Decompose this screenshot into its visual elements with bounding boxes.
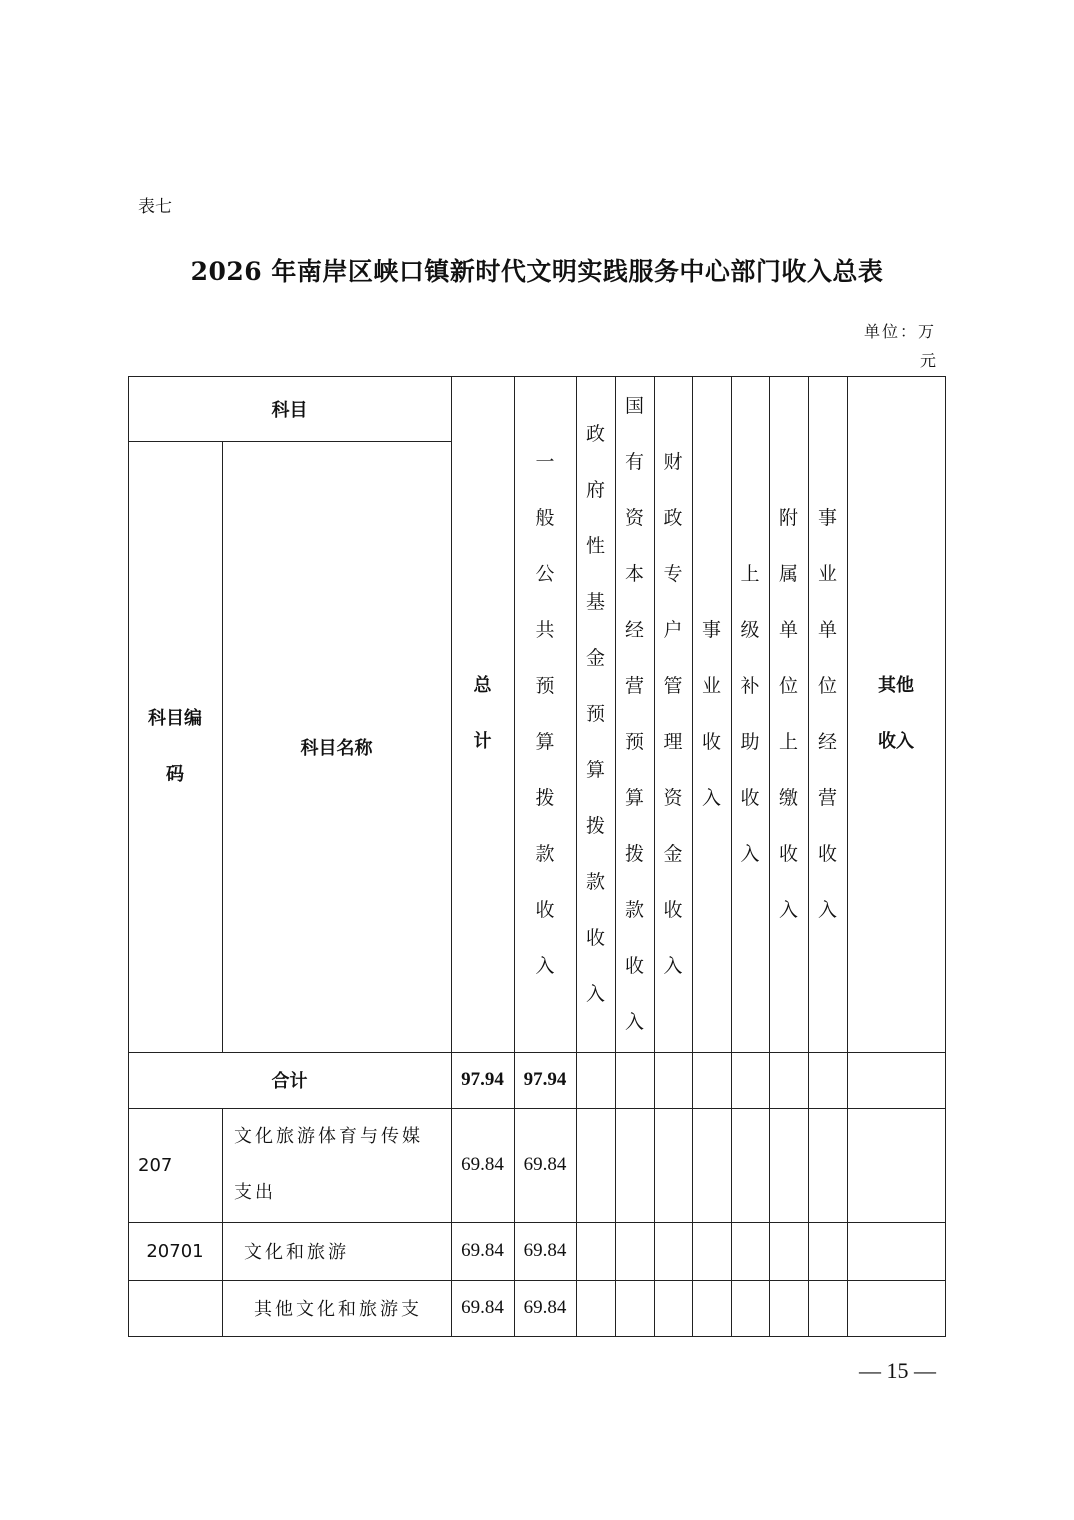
header-superior-subsidy: 上级补助收入 [740, 563, 760, 865]
header-total: 总计 [473, 675, 492, 752]
header-operating-income: 事业单位经营收入 [817, 507, 837, 921]
header-subject-code: 科目编码 [148, 707, 202, 785]
row-207-code: 207 [138, 1154, 173, 1176]
header-fiscal-special: 财政专户管理资金收入 [663, 451, 683, 977]
header-general-budget: 一般公共预算拨款收入 [535, 451, 555, 977]
row-total-total: 97.94 [461, 1069, 504, 1090]
row-total-label: 合计 [271, 1071, 308, 1092]
row-20701-code: 20701 [146, 1240, 204, 1262]
row-207-general-budget: 69.84 [523, 1154, 567, 1175]
row-other-culture-name: 其他文化和旅游支 [254, 1299, 422, 1320]
table-label: 表七 [138, 197, 172, 217]
header-subject: 科目 [271, 399, 308, 421]
header-state-capital: 国有资本经营预算拨款收入 [624, 395, 644, 1033]
row-total-general-budget: 97.94 [523, 1069, 567, 1090]
row-20701-general-budget: 69.84 [523, 1240, 567, 1261]
row-20701-total: 69.84 [461, 1240, 504, 1261]
row-other-culture-total: 69.84 [461, 1297, 504, 1318]
header-other-income: 其他收入 [878, 675, 914, 752]
header-affiliated-turnover: 附属单位上缴收入 [778, 507, 798, 921]
header-subject-name: 科目名称 [300, 737, 373, 759]
unit-label-line1: 单位：万 [864, 322, 937, 341]
row-207-name: 文化旅游体育与传媒 支出 [234, 1126, 423, 1203]
unit-label-line2: 元 [920, 351, 939, 370]
row-20701-name: 文化和旅游 [244, 1242, 349, 1263]
header-gov-fund: 政府性基金预算拨款收入 [585, 423, 605, 1005]
row-207-total: 69.84 [461, 1154, 504, 1175]
page-title: 2026 年南岸区峡口镇新时代文明实践服务中心部门收入总表 [190, 257, 884, 286]
row-other-culture-general-budget: 69.84 [523, 1297, 567, 1318]
page-number: — 15 — [859, 1358, 936, 1383]
header-business-income: 事业收入 [701, 619, 721, 809]
